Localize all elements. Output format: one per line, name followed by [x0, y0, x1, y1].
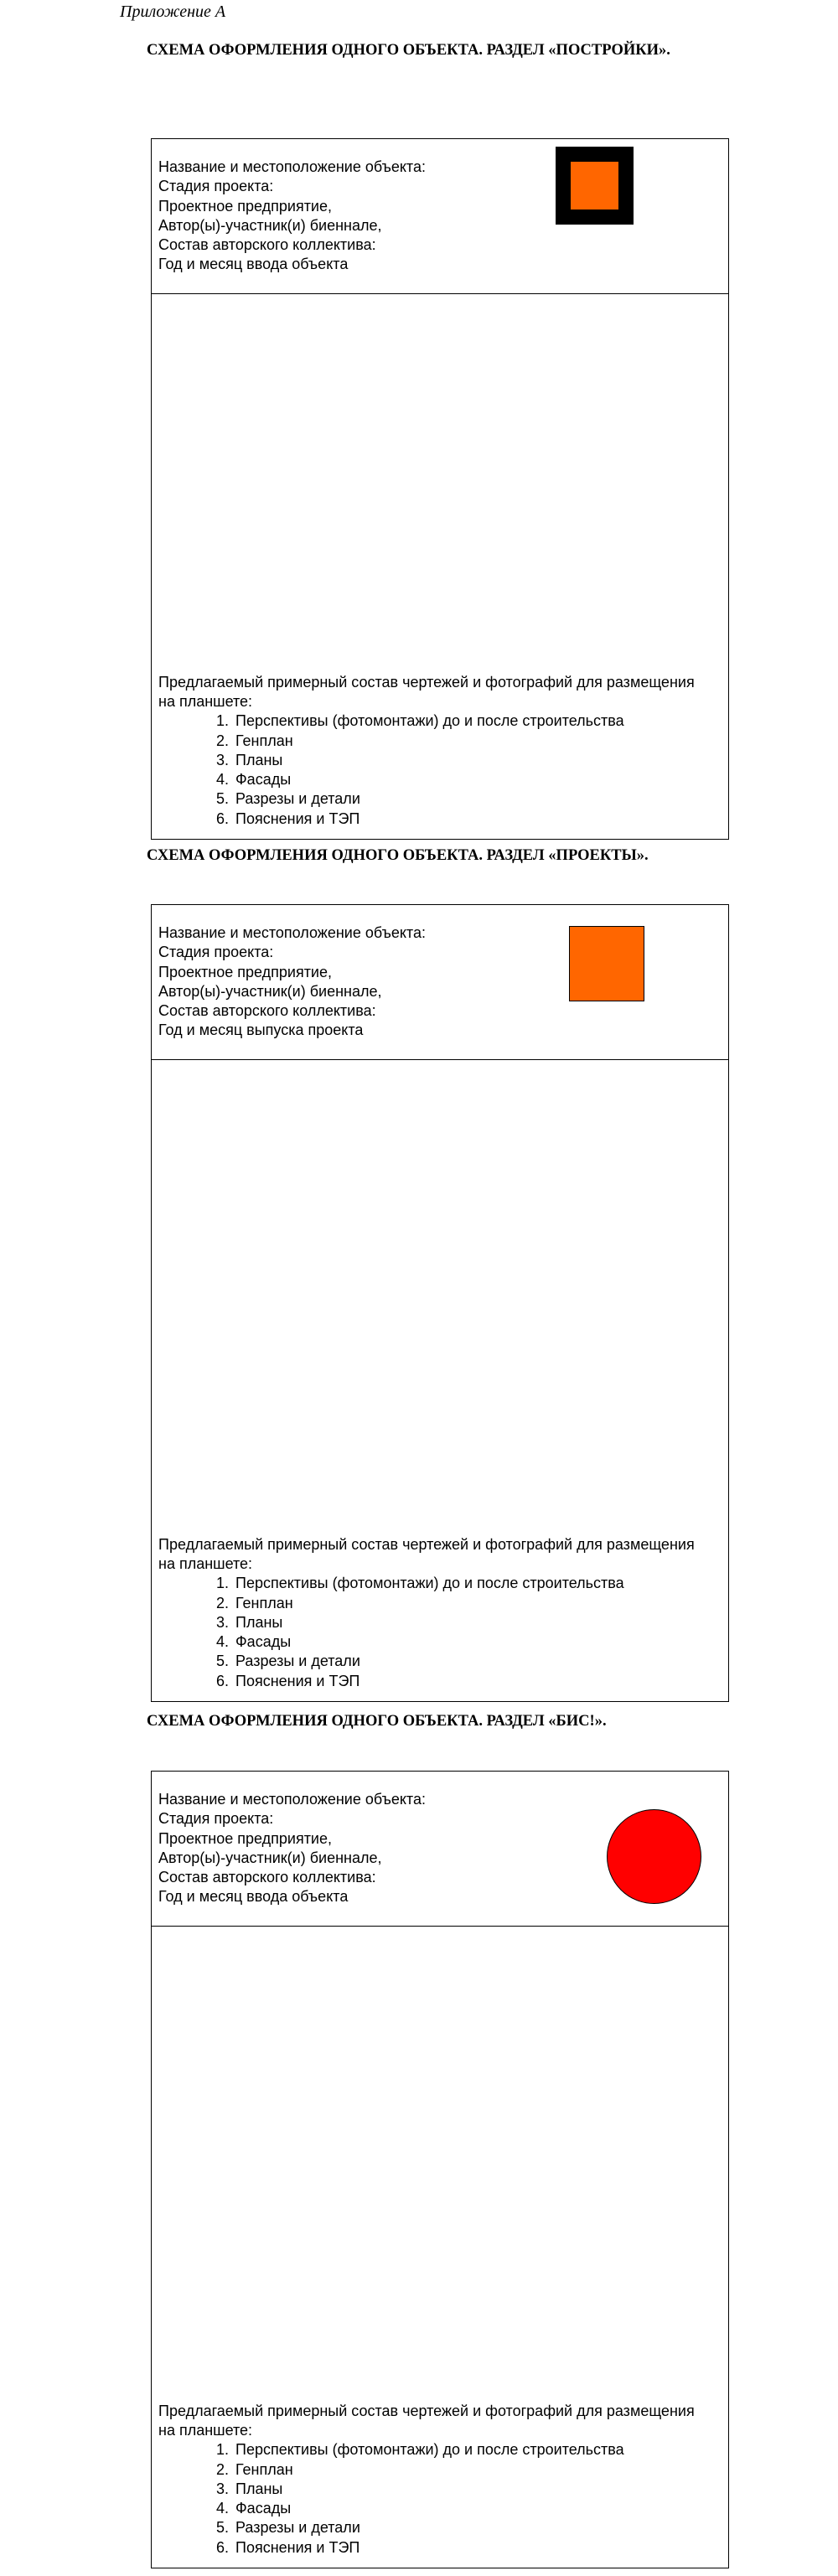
- info-line-team: Состав авторского коллектива:: [158, 1869, 376, 1886]
- info-line-name-location: Название и местоположение объекта:: [158, 924, 426, 941]
- red-circle-emblem: [607, 1809, 701, 1904]
- appendix-label: Приложение А: [120, 3, 226, 21]
- list-item: 5. Разрезы и детали: [215, 790, 360, 808]
- panel-footer: [158, 2402, 722, 2558]
- list-item: 2. Генплан: [215, 732, 293, 749]
- section-title-projects: СХЕМА ОФОРМЛЕНИЯ ОДНОГО ОБЪЕКТА. РАЗДЕЛ «ПРОЕКТЫ».: [147, 847, 649, 864]
- drawings-intro-text: Предлагаемый примерный состав чертежей и фотографий для размещения на планшете:: [158, 1535, 695, 1572]
- info-line-stage: Стадия проекта:: [158, 1810, 274, 1828]
- layout-panel-bis: [151, 1771, 729, 2568]
- list-item: 1. Перспективы (фотомонтажи) до и после строительства: [215, 712, 624, 730]
- panel-footer: [158, 673, 722, 829]
- layout-panel-projects: [151, 904, 729, 1702]
- info-line-date: Год и месяц ввода объекта: [158, 1888, 349, 1906]
- list-item: 6. Пояснения и ТЭП: [215, 1672, 360, 1689]
- drawings-list: [158, 1574, 722, 1691]
- info-line-company: Проектное предприятие,: [158, 1829, 332, 1847]
- info-line-stage: Стадия проекта:: [158, 944, 274, 961]
- list-item: 1. Перспективы (фотомонтажи) до и после строительства: [215, 2441, 624, 2459]
- list-item: 3. Планы: [215, 2480, 283, 2497]
- info-line-authors: Автор(ы)-участник(и) биеннале,: [158, 1849, 382, 1866]
- list-item: 5. Разрезы и детали: [215, 2519, 360, 2537]
- section-title-bis: СХЕМА ОФОРМЛЕНИЯ ОДНОГО ОБЪЕКТА. РАЗДЕЛ «БИС!».: [147, 1713, 607, 1730]
- info-line-team: Состав авторского коллектива:: [158, 1002, 376, 1020]
- panel-header: [152, 1772, 728, 1927]
- info-line-stage: Стадия проекта:: [158, 178, 274, 195]
- orange-square-emblem: [569, 926, 644, 1001]
- info-line-team: Состав авторского коллектива:: [158, 236, 376, 254]
- panel-header: [152, 905, 728, 1060]
- list-item: 6. Пояснения и ТЭП: [215, 810, 360, 827]
- info-line-company: Проектное предприятие,: [158, 963, 332, 980]
- list-item: 1. Перспективы (фотомонтажи) до и после строительства: [215, 1575, 624, 1592]
- object-info-list: [158, 1790, 426, 1907]
- list-item: 3. Планы: [215, 751, 283, 768]
- info-line-name-location: Название и местоположение объекта:: [158, 158, 426, 175]
- orange-square-fill: [571, 162, 618, 209]
- list-item: 6. Пояснения и ТЭП: [215, 2538, 360, 2556]
- list-item: 4. Фасады: [215, 1633, 292, 1651]
- list-item: 5. Разрезы и детали: [215, 1653, 360, 1670]
- info-line-authors: Автор(ы)-участник(и) биеннале,: [158, 216, 382, 234]
- info-line-name-location: Название и местоположение объекта:: [158, 1791, 426, 1808]
- drawings-intro-text: Предлагаемый примерный состав чертежей и фотографий для размещения на планшете:: [158, 2402, 695, 2439]
- object-info-list: [158, 923, 426, 1041]
- list-item: 4. Фасады: [215, 771, 292, 789]
- panel-footer: [158, 1535, 722, 1691]
- list-item: 4. Фасады: [215, 2500, 292, 2517]
- section-title-buildings: СХЕМА ОФОРМЛЕНИЯ ОДНОГО ОБЪЕКТА. РАЗДЕЛ «ПОСТРОЙКИ».: [147, 42, 670, 59]
- info-line-authors: Автор(ы)-участник(и) биеннале,: [158, 982, 382, 1000]
- layout-panel-buildings: [151, 138, 729, 840]
- list-item: 2. Генплан: [215, 2460, 293, 2478]
- info-line-company: Проектное предприятие,: [158, 197, 332, 215]
- panel-header: [152, 139, 728, 294]
- object-info-list: [158, 158, 426, 275]
- drawings-list: [158, 2440, 722, 2558]
- framed-orange-square-emblem: [556, 147, 634, 225]
- info-line-date: Год и месяц выпуска проекта: [158, 1022, 364, 1039]
- drawings-intro-text: Предлагаемый примерный состав чертежей и фотографий для размещения на планшете:: [158, 673, 695, 710]
- drawings-list: [158, 711, 722, 829]
- list-item: 2. Генплан: [215, 1594, 293, 1611]
- info-line-date: Год и месяц ввода объекта: [158, 256, 349, 273]
- list-item: 3. Планы: [215, 1613, 283, 1631]
